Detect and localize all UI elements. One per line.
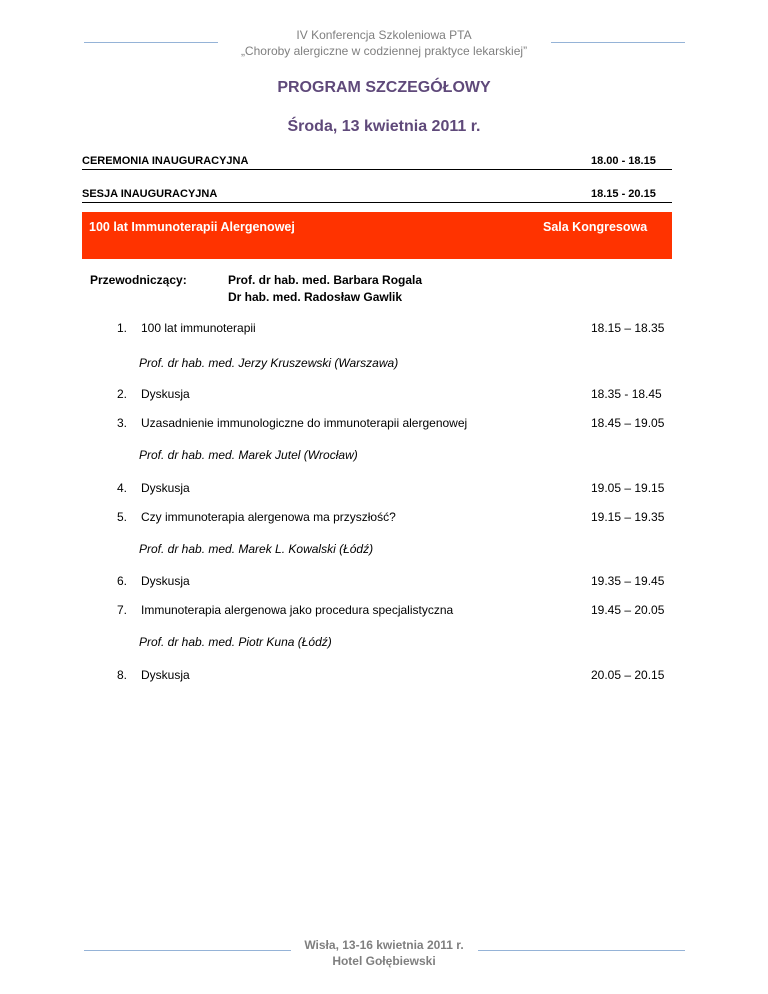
item-time: 19.05 – 19.15	[591, 481, 665, 495]
header-rule-right	[551, 42, 685, 43]
item-time: 18.35 - 18.45	[591, 387, 662, 401]
item-number: 7.	[117, 603, 128, 617]
item-time: 20.05 – 20.15	[591, 668, 665, 682]
item-number: 2.	[117, 387, 128, 401]
item-time: 18.15 – 18.35	[591, 321, 665, 335]
session-ceremony	[82, 155, 672, 170]
item-title: Czy immunoterapia alergenowa ma przyszłość?	[141, 510, 396, 524]
item-number: 1.	[117, 321, 128, 335]
session-inaugural	[82, 188, 672, 203]
item-title: Dyskusja	[141, 574, 190, 588]
item-title: Immunoterapia alergenowa jako procedura specjalistyczna	[141, 603, 454, 617]
chair-name: Prof. dr hab. med. Barbara Rogala	[228, 273, 423, 287]
item-speaker: Prof. dr hab. med. Marek Jutel (Wrocław)	[139, 448, 358, 462]
header-rule-left	[84, 42, 218, 43]
item-number: 3.	[117, 416, 128, 430]
banner-room: Sala Kongresowa	[543, 220, 648, 234]
page-title: PROGRAM SZCZEGÓŁOWY	[277, 79, 491, 96]
item-time: 18.45 – 19.05	[591, 416, 665, 430]
header-conference-subtitle: „Choroby alergiczne w codziennej praktyce lekarskiej”	[240, 44, 528, 58]
item-time: 19.15 – 19.35	[591, 510, 665, 524]
footer-hotel: Hotel Gołębiewski	[332, 954, 436, 968]
item-number: 8.	[117, 668, 128, 682]
item-title: 100 lat immunoterapii	[141, 321, 256, 335]
item-time: 19.45 – 20.05	[591, 603, 665, 617]
item-speaker: Prof. dr hab. med. Marek L. Kowalski (Łódź)	[139, 542, 374, 556]
item-time: 19.35 – 19.45	[591, 574, 665, 588]
footer-location: Wisła, 13-16 kwietnia 2011 r.	[304, 938, 464, 952]
item-title: Dyskusja	[141, 481, 190, 495]
item-number: 6.	[117, 574, 128, 588]
item-speaker: Prof. dr hab. med. Jerzy Kruszewski (Warszawa)	[139, 356, 399, 370]
item-number: 5.	[117, 510, 128, 524]
session-label: SESJA INAUGURACYJNA	[82, 188, 218, 200]
session-time: 18.00 - 18.15	[591, 155, 656, 167]
banner-title: 100 lat Immunoterapii Alergenowej	[89, 220, 295, 234]
item-title: Dyskusja	[141, 668, 190, 682]
item-title: Uzasadnienie immunologiczne do immunoterapii alergenowej	[141, 416, 468, 430]
session-time: 18.15 - 20.15	[591, 188, 656, 200]
session-label: CEREMONIA INAUGURACYJNA	[82, 155, 249, 167]
header-conference-name: IV Konferencja Szkoleniowa PTA	[296, 28, 472, 42]
chair-label: Przewodniczący:	[90, 273, 187, 287]
chair-name: Dr hab. med. Radosław Gawlik	[228, 290, 403, 304]
item-speaker: Prof. dr hab. med. Piotr Kuna (Łódź)	[139, 635, 332, 649]
program-date: Środa, 13 kwietnia 2011 r.	[287, 118, 481, 135]
item-title: Dyskusja	[141, 387, 190, 401]
session-banner	[82, 212, 672, 259]
item-number: 4.	[117, 481, 128, 495]
